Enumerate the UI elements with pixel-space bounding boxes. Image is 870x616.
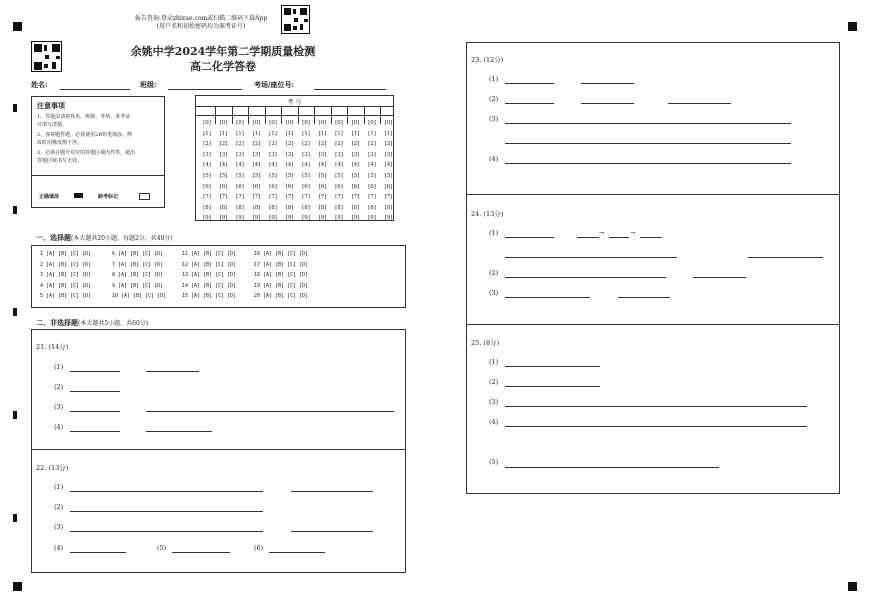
exam-id-digit-bubble[interactable]: [0] <box>219 120 228 126</box>
q25-part-3-label: (3) <box>489 398 499 406</box>
room-label: 考场/座位号: <box>254 80 295 89</box>
exam-id-digit-bubble[interactable]: [7] <box>351 194 360 201</box>
q25-part-3-answer[interactable] <box>505 406 807 407</box>
correct-fill-label: 正确填涂 <box>39 194 60 200</box>
exam-id-digit-column <box>299 118 313 224</box>
q22-title: 22. (13分) <box>36 464 69 472</box>
report-notice-line1: 报告查询:登录zhixue.com或扫描二维码下载App <box>134 15 268 22</box>
exam-id-digit-bubble[interactable]: [1] <box>236 130 244 137</box>
q21-part-3-answer-b[interactable] <box>146 411 394 412</box>
notice-item: 1、答题前请将姓名、班级、考场、准考证 <box>37 114 131 120</box>
exam-id-digit-bubble[interactable]: [4] <box>368 162 376 169</box>
exam-id-digit-bubble[interactable]: [5] <box>203 172 211 179</box>
exam-id-digit-bubble[interactable]: [7] <box>219 194 228 201</box>
qr-code-icon <box>281 5 310 34</box>
alignment-mark-left-5 <box>13 514 17 522</box>
section1-heading <box>36 233 173 243</box>
exam-id-digit-column <box>332 118 346 224</box>
exam-id-digit-bubble[interactable]: [6] <box>318 183 327 190</box>
name-field[interactable] <box>60 89 130 90</box>
exam-id-digit-bubble[interactable]: [5] <box>351 172 360 179</box>
exam-id-digit-bubble[interactable]: [9] <box>368 215 376 222</box>
notice-title: 注意事项 <box>37 101 65 110</box>
q24-part-1-sequence-a[interactable] <box>577 237 599 238</box>
choice-question-bubbles[interactable]: 9 [A] [B] [C] [D] <box>112 282 164 289</box>
exam-id-digit-bubble[interactable]: [2] <box>368 141 376 148</box>
q23-part-2-label: (2) <box>489 95 499 103</box>
q24-arrow-icon: → <box>599 229 605 237</box>
q24-part-1-sequence-c[interactable] <box>640 237 662 238</box>
exam-id-digit-bubble[interactable]: [7] <box>302 194 310 201</box>
exam-id-digit-column <box>200 118 214 224</box>
choice-question-bubbles[interactable]: 11 [A] [B] [C] [D] <box>182 251 237 257</box>
exam-id-digit-bubble[interactable]: [0] <box>269 120 277 126</box>
q23-part-3-answer-b[interactable] <box>505 143 791 144</box>
alignment-mark-left-3 <box>13 308 17 316</box>
exam-id-digit-bubble[interactable]: [7] <box>335 194 343 201</box>
exam-id-digit-column <box>217 118 231 224</box>
choice-question-bubbles[interactable]: 8 [A] [B] [C] [D] <box>112 272 164 278</box>
q25-part-5-label: (5) <box>489 458 499 466</box>
exam-id-digit-bubble[interactable]: [2] <box>252 141 261 148</box>
exam-id-digit-bubble[interactable]: [6] <box>236 183 244 190</box>
q24-part-1-answer-b[interactable] <box>505 257 677 258</box>
q22-part-2-label: (2) <box>54 503 64 511</box>
exam-id-grid <box>195 95 394 221</box>
name-label: 姓名: <box>31 80 48 89</box>
exam-id-digit-bubble[interactable]: [0] <box>384 120 393 126</box>
exam-id-digit-bubble[interactable]: [1] <box>335 130 343 137</box>
missing-mark-label: 缺考标记 <box>98 194 119 200</box>
exam-id-digit-bubble[interactable]: [2] <box>219 141 228 148</box>
exam-id-digit-bubble[interactable]: [7] <box>252 194 261 201</box>
exam-id-digit-bubble[interactable]: [2] <box>236 141 244 148</box>
q24-part-1-answer[interactable] <box>505 237 554 238</box>
exam-id-digit-bubble[interactable]: [9] <box>351 215 360 222</box>
q21-part-4-label: (4) <box>54 423 64 431</box>
notice-item: 答题区域书写无效。 <box>37 158 83 164</box>
exam-id-digit-bubble[interactable]: [1] <box>269 130 277 137</box>
q24-title: 24. (13分) <box>471 210 504 218</box>
exam-id-digit-bubble[interactable]: [0] <box>236 120 244 126</box>
q22-part-1-answer-b[interactable] <box>291 491 373 492</box>
exam-id-digit-bubble[interactable]: [6] <box>219 183 228 190</box>
exam-id-digit-bubble[interactable]: [6] <box>335 183 343 190</box>
choice-question-bubbles[interactable]: 15 [A] [B] [C] [D] <box>182 293 237 299</box>
exam-id-digit-bubble[interactable]: [3] <box>269 151 277 158</box>
exam-id-digit-bubble[interactable]: [8] <box>203 204 211 211</box>
q23-part-1-label: (1) <box>489 75 499 83</box>
q24-part-3-answer[interactable] <box>505 297 590 298</box>
exam-id-digit-bubble[interactable]: [9] <box>335 215 343 222</box>
exam-id-digit-bubble[interactable]: [0] <box>302 120 310 126</box>
choice-question-bubbles[interactable]: 12 [A] [B] [C] [D] <box>182 261 237 268</box>
choice-question-bubbles[interactable]: 7 [A] [B] [C] [D] <box>112 261 164 268</box>
exam-id-digit-bubble[interactable]: [9] <box>302 215 310 222</box>
exam-id-digit-bubble[interactable]: [1] <box>285 130 294 137</box>
section2-desc: (本大题共5小题，共60分) <box>78 320 149 327</box>
q23-answer-box <box>466 42 840 195</box>
page-subtitle: 高二化学答卷 <box>190 60 256 73</box>
choice-question-bubbles[interactable]: 3 [A] [B] [C] [D] <box>40 272 92 278</box>
choice-question-bubbles[interactable]: 17 [A] [B] [C] [D] <box>254 261 309 268</box>
exam-id-digit-bubble[interactable]: [8] <box>384 204 393 211</box>
choice-question-bubbles[interactable]: 2 [A] [B] [C] [D] <box>40 261 92 268</box>
q21-part-3-answer[interactable] <box>70 411 120 412</box>
exam-id-digit-bubble[interactable]: [3] <box>236 151 244 158</box>
q21-part-1-answer-b[interactable] <box>146 371 199 372</box>
exam-id-digit-bubble[interactable]: [7] <box>236 194 244 201</box>
exam-id-digit-bubble[interactable]: [6] <box>203 183 211 190</box>
exam-id-digit-bubble[interactable]: [4] <box>384 162 393 169</box>
exam-id-digit-bubble[interactable]: [2] <box>318 141 327 148</box>
exam-id-digit-bubble[interactable]: [0] <box>252 120 261 126</box>
q25-part-5-answer[interactable] <box>505 467 719 468</box>
exam-id-digit-bubble[interactable]: [0] <box>318 120 327 126</box>
exam-id-digit-bubble[interactable]: [5] <box>252 172 261 179</box>
exam-id-digit-bubble[interactable]: [2] <box>302 141 310 148</box>
q24-part-3-answer-b[interactable] <box>618 297 670 298</box>
exam-id-digit-bubble[interactable]: [3] <box>384 151 393 158</box>
exam-id-digit-bubble[interactable]: [0] <box>335 120 343 126</box>
exam-id-digit-bubble[interactable]: [1] <box>368 130 376 137</box>
exam-id-digit-bubble[interactable]: [1] <box>219 130 228 137</box>
exam-id-title: 考 号 <box>287 99 302 106</box>
exam-id-digit-column <box>365 118 379 224</box>
notice-box <box>31 96 165 208</box>
exam-id-digit-bubble[interactable]: [0] <box>203 120 211 126</box>
exam-id-digit-bubble[interactable]: [8] <box>368 204 376 211</box>
q24-part-2-answer[interactable] <box>505 277 666 278</box>
exam-id-digit-bubble[interactable]: [1] <box>252 130 261 137</box>
exam-id-digit-bubble[interactable]: [8] <box>219 204 228 211</box>
q24-part-1-answer-c[interactable] <box>748 257 823 258</box>
exam-id-digit-bubble[interactable]: [8] <box>335 204 343 211</box>
choice-question-bubbles[interactable]: 13 [A] [B] [C] [D] <box>182 272 237 278</box>
exam-id-digit-bubble[interactable]: [5] <box>384 172 393 179</box>
exam-id-digit-column <box>233 118 247 224</box>
missing-mark-checkbox[interactable] <box>139 193 150 200</box>
q22-part-5-answer[interactable] <box>172 552 230 553</box>
exam-id-digit-bubble[interactable]: [2] <box>285 141 294 148</box>
exam-id-digit-bubble[interactable]: [8] <box>318 204 327 211</box>
q25-part-1-label: (1) <box>489 358 499 366</box>
exam-id-digit-bubble[interactable]: [7] <box>384 194 393 201</box>
exam-id-digit-bubble[interactable]: [4] <box>302 162 310 169</box>
alignment-mark-top-right <box>848 22 857 31</box>
exam-id-digit-column <box>382 118 396 224</box>
q24-part-1-sequence-b[interactable] <box>609 237 629 238</box>
exam-id-digit-bubble[interactable]: [3] <box>219 151 228 158</box>
room-seat-field[interactable] <box>314 89 386 90</box>
exam-id-digit-bubble[interactable]: [3] <box>368 151 376 158</box>
notice-item: 号填写清楚。 <box>37 122 68 128</box>
q23-part-2-answer-c[interactable] <box>668 103 731 104</box>
exam-id-digit-bubble[interactable]: [6] <box>269 183 277 190</box>
exam-id-digit-bubble[interactable]: [9] <box>269 215 277 222</box>
q21-part-2-label: (2) <box>54 383 64 391</box>
exam-id-digit-bubble[interactable]: [8] <box>252 204 261 211</box>
q23-part-3-answer[interactable] <box>505 123 791 124</box>
exam-id-digit-bubble[interactable]: [4] <box>219 162 228 169</box>
section2-title: 二、非选择题 <box>36 318 78 327</box>
exam-id-digit-bubble[interactable]: [4] <box>269 162 277 169</box>
exam-id-digit-bubble[interactable]: [1] <box>351 130 360 137</box>
exam-id-digit-bubble[interactable]: [6] <box>252 183 261 190</box>
exam-id-digit-bubble[interactable]: [9] <box>252 215 261 222</box>
class-field[interactable] <box>168 89 242 90</box>
q25-part-4-label: (4) <box>489 418 499 426</box>
exam-id-digit-bubble[interactable]: [1] <box>384 130 393 137</box>
q23-title: 23. (12分) <box>471 56 504 64</box>
exam-id-digit-bubble[interactable]: [9] <box>203 215 211 222</box>
exam-id-digit-bubble[interactable]: [4] <box>252 162 261 169</box>
q25-title: 25. (8分) <box>471 339 500 347</box>
notice-item: 2、客观题答题，必须使用2B铅笔填涂，修 <box>37 132 133 138</box>
exam-id-digit-bubble[interactable]: [9] <box>384 215 393 222</box>
exam-id-digit-bubble[interactable]: [8] <box>269 204 277 211</box>
exam-id-digit-bubble[interactable]: [3] <box>252 151 261 158</box>
q24-part-2-label: (2) <box>489 269 499 277</box>
q22-part-1-label: (1) <box>54 483 64 491</box>
exam-id-digit-bubble[interactable]: [1] <box>318 130 327 137</box>
q24-answer-box <box>466 194 840 325</box>
exam-id-digit-bubble[interactable]: [5] <box>285 172 294 179</box>
notice-divider <box>32 175 164 176</box>
alignment-mark-top-left <box>13 22 22 31</box>
q23-part-1-answer[interactable] <box>505 83 554 84</box>
choice-question-bubbles[interactable]: 19 [A] [B] [C] [D] <box>254 282 309 289</box>
exam-id-digit-bubble[interactable]: [4] <box>203 162 211 169</box>
exam-id-digit-bubble[interactable]: [9] <box>285 215 294 222</box>
page-title: 余姚中学2024学年第二学期质量检测 <box>130 45 316 58</box>
exam-id-digit-column <box>250 118 264 224</box>
exam-id-digit-bubble[interactable]: [8] <box>302 204 310 211</box>
q21-part-1-label: (1) <box>54 363 64 371</box>
exam-id-digit-bubble[interactable]: [5] <box>219 172 228 179</box>
exam-id-digit-bubble[interactable]: [6] <box>351 183 360 190</box>
alignment-mark-bottom-right <box>848 582 857 591</box>
q21-part-1-answer[interactable] <box>70 371 120 372</box>
q23-part-3-label: (3) <box>489 115 499 123</box>
exam-id-digit-bubble[interactable]: [7] <box>269 194 277 201</box>
q21-answer-box <box>31 329 406 450</box>
exam-id-digit-bubble[interactable]: [3] <box>302 151 310 158</box>
q22-part-2-answer[interactable] <box>70 511 263 512</box>
q25-part-2-answer[interactable] <box>505 386 600 387</box>
exam-id-digit-bubble[interactable]: [6] <box>384 183 393 190</box>
q21-part-4-answer[interactable] <box>70 431 120 432</box>
exam-id-digit-bubble[interactable]: [0] <box>351 120 360 126</box>
choice-question-bubbles[interactable]: 5 [A] [B] [C] [D] <box>40 293 92 299</box>
exam-id-digit-bubble[interactable]: [2] <box>335 141 343 148</box>
exam-id-digit-bubble[interactable]: [6] <box>285 183 294 190</box>
choice-question-bubbles[interactable]: 10 [A] [B] [C] [D] <box>112 293 167 299</box>
exam-id-digit-bubble[interactable]: [4] <box>285 162 294 169</box>
q23-part-4-label: (4) <box>489 155 499 163</box>
exam-id-digit-bubble[interactable]: [5] <box>302 172 310 179</box>
exam-id-digit-bubble[interactable]: [4] <box>351 162 360 169</box>
exam-id-digit-bubble[interactable]: [3] <box>203 151 211 158</box>
choice-question-bubbles[interactable]: 14 [A] [B] [C] [D] <box>182 282 237 289</box>
exam-id-digit-column <box>266 118 280 224</box>
exam-id-digit-bubble[interactable]: [2] <box>384 141 393 148</box>
choice-question-bubbles[interactable]: 20 [A] [B] [C] [D] <box>254 293 309 299</box>
q21-part-3-label: (3) <box>54 403 64 411</box>
q21-title: 21. (14分) <box>36 343 69 351</box>
report-notice-line2: (用户名和初始密码均为准考证号) <box>156 23 246 30</box>
q25-answer-box <box>466 324 840 494</box>
exam-id-digit-bubble[interactable]: [7] <box>285 194 294 201</box>
q25-part-2-label: (2) <box>489 378 499 386</box>
q23-part-2-answer[interactable] <box>505 103 554 104</box>
exam-id-digit-bubble[interactable]: [3] <box>335 151 343 158</box>
alignment-mark-left-2 <box>13 206 17 214</box>
exam-id-digit-column <box>316 118 330 224</box>
q24-arrow-icon: → <box>630 229 636 237</box>
q22-part-1-answer[interactable] <box>70 491 263 492</box>
q24-part-3-label: (3) <box>489 289 499 297</box>
exam-id-digit-bubble[interactable]: [3] <box>318 151 327 158</box>
notice-item: 改时用橡皮擦干净。 <box>37 140 83 146</box>
exam-id-digit-bubble[interactable]: [5] <box>335 172 343 179</box>
choice-question-bubbles[interactable]: 18 [A] [B] [C] [D] <box>254 272 309 278</box>
exam-id-digit-bubble[interactable]: [3] <box>285 151 294 158</box>
q23-part-1-answer-b[interactable] <box>581 83 634 84</box>
alignment-mark-left-4 <box>13 411 17 419</box>
exam-id-digit-bubble[interactable]: [4] <box>318 162 327 169</box>
q22-part-4-answer[interactable] <box>70 552 126 553</box>
q24-part-2-answer-b[interactable] <box>693 277 746 278</box>
q22-part-6-answer[interactable] <box>269 552 325 553</box>
q25-part-1-answer[interactable] <box>505 366 600 367</box>
exam-id-digit-column <box>349 118 363 224</box>
class-label: 班级: <box>140 80 157 89</box>
exam-id-digit-bubble[interactable]: [4] <box>335 162 343 169</box>
exam-id-digit-bubble[interactable]: [8] <box>236 204 244 211</box>
exam-id-digit-bubble[interactable]: [6] <box>302 183 310 190</box>
exam-id-digit-bubble[interactable]: [7] <box>203 194 211 201</box>
q22-part-3-answer[interactable] <box>70 531 263 532</box>
q22-answer-box <box>31 449 406 573</box>
choice-question-bubbles[interactable]: 4 [A] [B] [C] [D] <box>40 282 92 289</box>
exam-id-digit-bubble[interactable]: [1] <box>302 130 310 137</box>
q21-part-4-answer-b[interactable] <box>146 431 212 432</box>
exam-id-digit-bubble[interactable]: [3] <box>351 151 360 158</box>
notice-item: 3、必须在题号对应的答题区域内作答，超出 <box>37 150 136 156</box>
choice-question-bubbles[interactable]: 1 [A] [B] [C] [D] <box>40 251 92 257</box>
section2-heading <box>36 318 148 328</box>
choice-question-bubbles[interactable]: 16 [A] [B] [C] [D] <box>254 251 309 257</box>
q22-part-6-label: (6) <box>254 544 264 552</box>
q22-part-5-label: (5) <box>157 544 167 552</box>
exam-id-digit-bubble[interactable]: [1] <box>203 130 211 137</box>
q23-part-2-answer-b[interactable] <box>581 103 634 104</box>
exam-id-digit-bubble[interactable]: [2] <box>269 141 277 148</box>
exam-id-digit-bubble[interactable]: [7] <box>368 194 376 201</box>
exam-id-digit-bubble[interactable]: [9] <box>318 215 327 222</box>
q23-part-4-answer[interactable] <box>505 163 791 164</box>
exam-id-digit-bubble[interactable]: [6] <box>368 183 376 190</box>
exam-id-digit-bubble[interactable]: [5] <box>236 172 244 179</box>
q22-part-3-answer-b[interactable] <box>291 531 373 532</box>
exam-id-digit-bubble[interactable]: [4] <box>236 162 244 169</box>
q24-part-1-label: (1) <box>489 229 499 237</box>
exam-id-digit-bubble[interactable]: [5] <box>368 172 376 179</box>
exam-id-digit-bubble[interactable]: [9] <box>236 215 244 222</box>
alignment-mark-left-1 <box>13 104 17 112</box>
section1-desc: (本大题共20小题，每题2分，共40分) <box>71 235 173 242</box>
exam-id-digit-bubble[interactable]: [7] <box>318 194 327 201</box>
correct-fill-sample-icon <box>74 193 83 198</box>
q22-part-4-label: (4) <box>54 544 64 552</box>
exam-id-digit-bubble[interactable]: [0] <box>285 120 294 126</box>
exam-id-digit-bubble[interactable]: [0] <box>368 120 376 126</box>
alignment-mark-bottom-left <box>13 582 22 591</box>
q25-part-4-answer[interactable] <box>505 426 807 427</box>
exam-id-digit-bubble[interactable]: [5] <box>269 172 277 179</box>
section1-title: 一、选择题 <box>36 233 71 242</box>
exam-id-digit-bubble[interactable]: [8] <box>351 204 360 211</box>
exam-id-digit-bubble[interactable]: [2] <box>203 141 211 148</box>
q22-part-3-label: (3) <box>54 523 64 531</box>
exam-id-digit-bubble[interactable]: [9] <box>219 215 228 222</box>
exam-id-digit-bubble[interactable]: [5] <box>318 172 327 179</box>
q21-part-2-answer[interactable] <box>70 391 120 392</box>
choice-question-bubbles[interactable]: 6 [A] [B] [C] [D] <box>112 251 164 257</box>
choice-answer-box <box>31 245 406 308</box>
qr-code-icon <box>31 41 62 72</box>
exam-id-digit-bubble[interactable]: [8] <box>285 204 294 211</box>
exam-id-digit-bubble[interactable]: [2] <box>351 141 360 148</box>
exam-id-digit-column <box>283 118 297 224</box>
